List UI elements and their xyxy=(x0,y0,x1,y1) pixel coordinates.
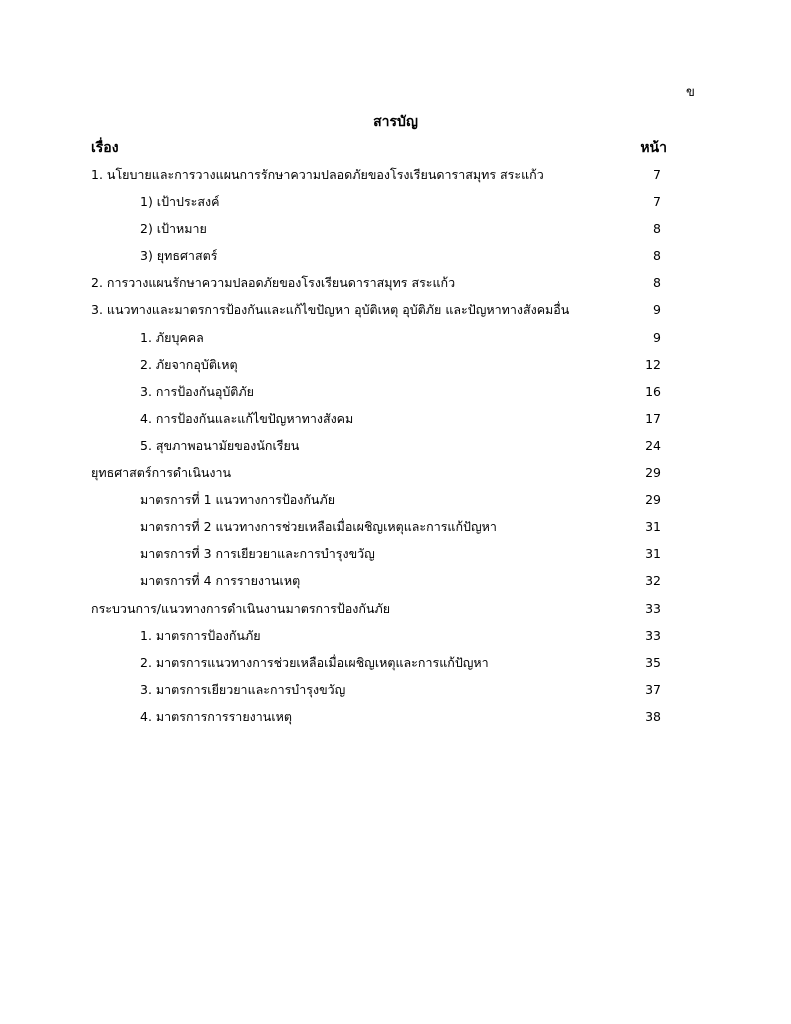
toc-entry xyxy=(91,382,661,409)
toc-entry xyxy=(91,300,661,327)
toc-entry-page-number: 7 xyxy=(653,194,661,210)
toc-entry-page-number: 38 xyxy=(645,708,661,724)
toc-entry-page-number: 33 xyxy=(645,627,661,643)
toc-entry-title: ยุทธศาสตร์การดำเนินงาน xyxy=(91,465,232,481)
toc-entry-page-number: 31 xyxy=(645,519,661,535)
toc-entry-page-number: 8 xyxy=(653,221,661,237)
toc-entry-title: 2. การวางแผนรักษาความปลอดภัยของโรงเรียนดาราสมุทร สระแก้ว xyxy=(91,275,456,291)
toc-entry xyxy=(91,355,661,382)
toc-entry xyxy=(91,192,661,219)
toc-entry xyxy=(91,653,661,680)
toc-entry-title: 1. ภัยบุคคล xyxy=(140,329,204,345)
toc-entry-page-number: 33 xyxy=(645,600,661,616)
toc-entry-page-number: 17 xyxy=(645,410,661,426)
toc-entry-page-number: 7 xyxy=(653,167,661,182)
toc-entry-page-number: 8 xyxy=(653,248,661,264)
toc-entry xyxy=(91,517,661,544)
toc-entry xyxy=(91,463,661,490)
toc-entry-page-number: 29 xyxy=(645,465,661,481)
toc-entry xyxy=(91,165,661,192)
page-number: ข xyxy=(686,85,695,100)
toc-entry-page-number: 37 xyxy=(645,681,661,697)
toc-entry-title: มาตรการที่ 3 การเยียวยาและการบำรุงขวัญ xyxy=(140,546,375,562)
toc-entry xyxy=(91,436,661,463)
toc-entry-title: 4. มาตรการการรายงานเหตุ xyxy=(140,708,292,724)
toc-entry-title: 2) เป้าหมาย xyxy=(140,221,207,237)
toc-header-topic: เรื่อง xyxy=(91,140,119,156)
toc-entry xyxy=(91,409,661,436)
toc-entry-title: มาตรการที่ 2 แนวทางการช่วยเหลือเมื่อเผชิญเหตุและการแก้ปัญหา xyxy=(140,519,497,535)
toc-entry xyxy=(91,219,661,246)
toc-entry-title: 3. การป้องกันอุบัติภัย xyxy=(140,383,254,399)
table-of-contents xyxy=(91,165,661,734)
toc-entry-page-number: 8 xyxy=(653,275,661,291)
toc-entry-title: 2. ภัยจากอุบัติเหตุ xyxy=(140,356,238,372)
toc-entry xyxy=(91,490,661,517)
toc-entry-page-number: 35 xyxy=(645,654,661,670)
toc-entry-title: 4. การป้องกันและแก้ไขปัญหาทางสังคม xyxy=(140,410,354,426)
toc-entry-page-number: 9 xyxy=(653,329,661,345)
toc-entry-title: 3. มาตรการเยียวยาและการบำรุงขวัญ xyxy=(140,681,346,697)
toc-entry-page-number: 24 xyxy=(645,437,661,453)
toc-entry-title: 1) เป้าประสงค์ xyxy=(140,194,220,210)
toc-entry-title: 3. แนวทางและมาตรการป้องกันและแก้ไขปัญหา อุบัติเหตุ อุบัติภัย และปัญหาทางสังคมอื่น xyxy=(91,302,570,318)
page-title: สารบัญ xyxy=(373,114,418,130)
toc-entry xyxy=(91,680,661,707)
toc-entry-page-number: 16 xyxy=(645,383,661,399)
toc-entry xyxy=(91,246,661,273)
toc-entry xyxy=(91,626,661,653)
toc-entry-page-number: 31 xyxy=(645,546,661,562)
toc-header-page: หน้า xyxy=(640,140,667,156)
toc-entry-title: มาตรการที่ 4 การรายงานเหตุ xyxy=(140,573,301,589)
toc-entry-title: 1. มาตรการป้องกันภัย xyxy=(140,627,261,643)
toc-entry-page-number: 32 xyxy=(645,573,661,589)
toc-entry xyxy=(91,571,661,598)
toc-entry-title: มาตรการที่ 1 แนวทางการป้องกันภัย xyxy=(140,492,336,508)
toc-entry-title: 2. มาตรการแนวทางการช่วยเหลือเมื่อเผชิญเหตุและการแก้ปัญหา xyxy=(140,654,489,670)
toc-entry-page-number: 29 xyxy=(645,492,661,508)
toc-entry-title: 1. นโยบายและการวางแผนการรักษาความปลอดภัยของโรงเรียนดาราสมุทร สระแก้ว xyxy=(91,167,544,182)
toc-entry xyxy=(91,599,661,626)
toc-entry-page-number: 12 xyxy=(645,356,661,372)
toc-entry-page-number: 9 xyxy=(653,302,661,318)
toc-entry xyxy=(91,273,661,300)
toc-entry xyxy=(91,328,661,355)
toc-entry xyxy=(91,707,661,734)
toc-entry xyxy=(91,544,661,571)
toc-entry-title: กระบวนการ/แนวทางการดำเนินงานมาตรการป้องกันภัย xyxy=(91,600,391,616)
toc-entry-title: 3) ยุทธศาสตร์ xyxy=(140,248,218,264)
toc-entry-title: 5. สุขภาพอนามัยของนักเรียน xyxy=(140,437,300,453)
